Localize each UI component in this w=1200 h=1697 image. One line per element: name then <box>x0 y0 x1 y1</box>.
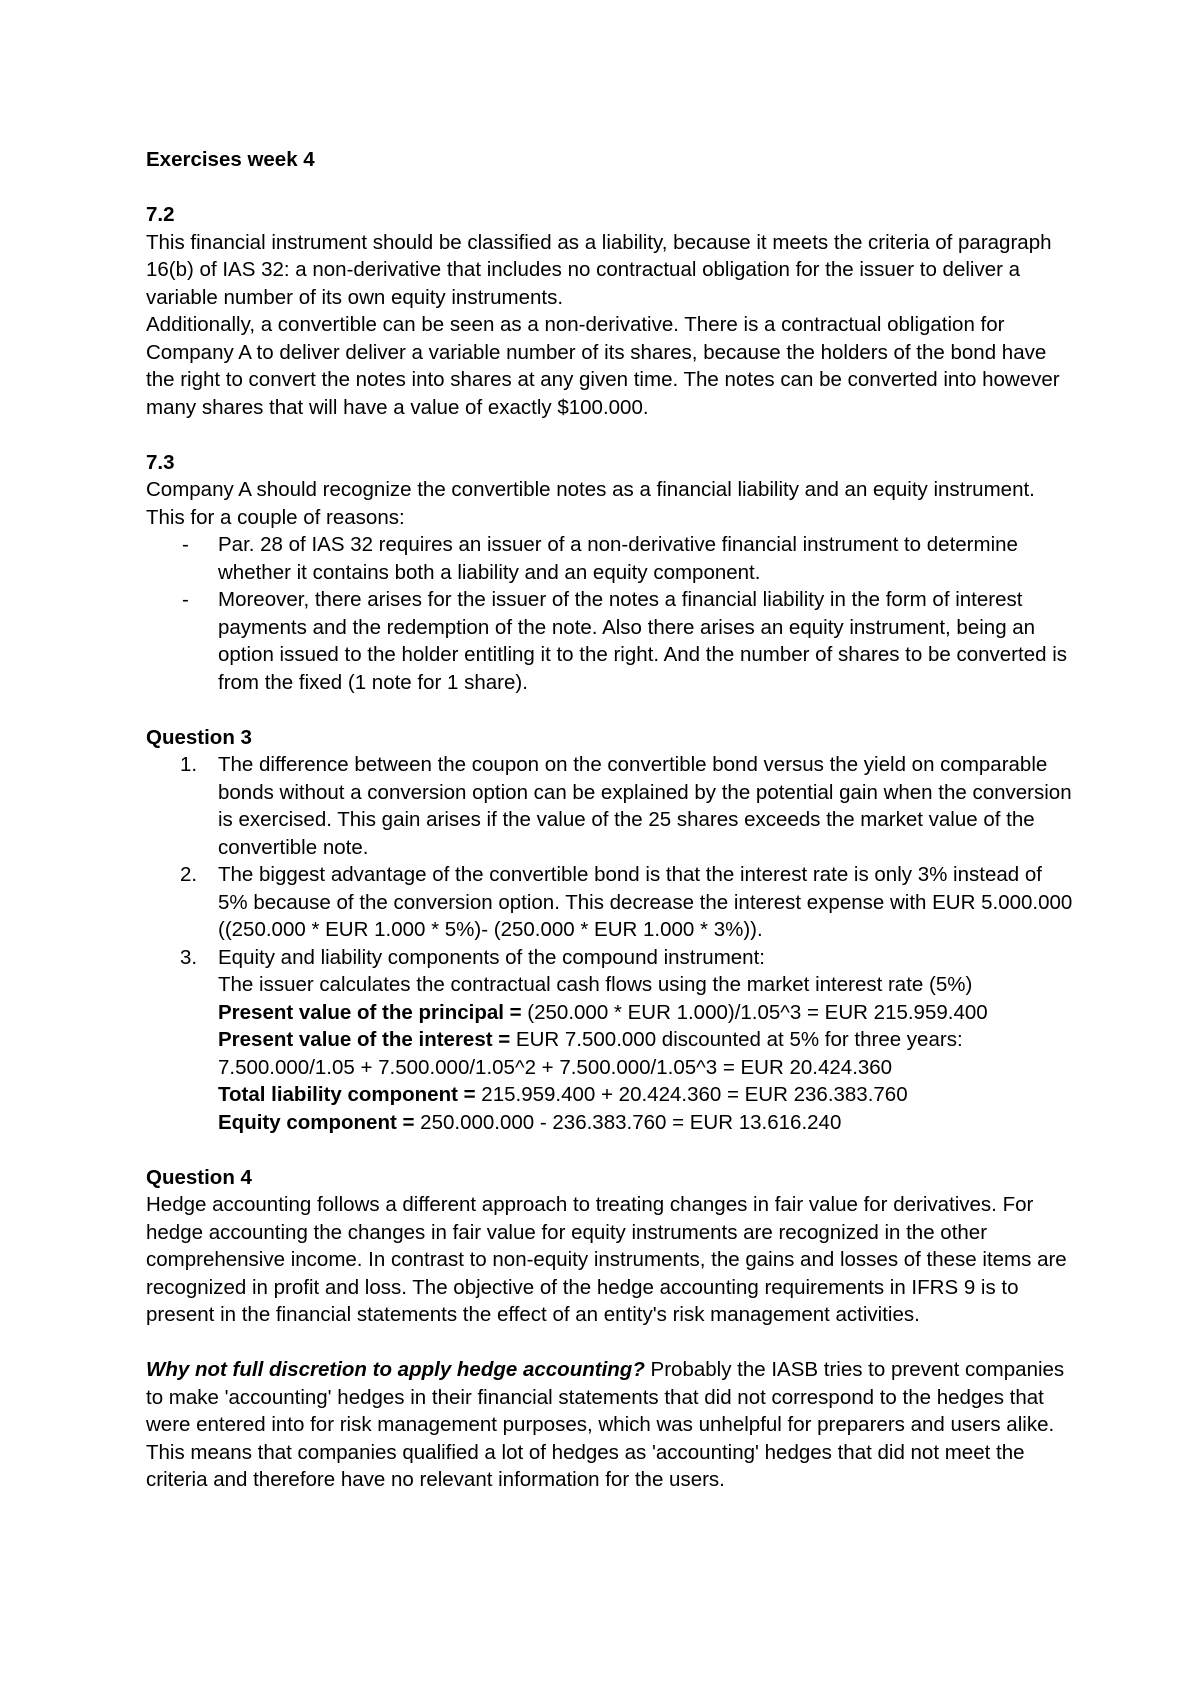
spacer <box>146 696 1076 724</box>
section-7-2 <box>146 201 1076 421</box>
spacer <box>146 1136 1076 1164</box>
calc-line: Equity and liability components of the compound instrument: <box>218 945 765 969</box>
calc-line <box>218 1081 1076 1109</box>
section-heading: Question 4 <box>146 1165 252 1189</box>
list-item-text: The biggest advantage of the convertible bond is that the interest rate is only 3% instead of 5% because of the conversion option. This decrease the interest expense with EUR 5.000.000 ((250.000 * EUR 1.000 * 5%)- (250.000 * EUR 1.000 * 3%)). <box>218 863 1073 941</box>
list-item <box>146 944 1076 1137</box>
section-heading: Question 3 <box>146 725 252 749</box>
calc-value: 250.000.000 - 236.383.760 = EUR 13.616.240 <box>414 1110 842 1134</box>
calc-value: (250.000 * EUR 1.000)/1.05^3 = EUR 215.959.400 <box>521 1000 988 1024</box>
paragraph: Hedge accounting follows a different approach to treating changes in fair value for derivatives. For hedge accounting the changes in fair value for equity instruments are recognized in the other comprehensive income. In contrast to non-equity instruments, the gains and losses of these items are recognized in profit and loss. The objective of the hedge accounting requirements in IFRS 9 is to present in the financial statements the effect of an entity's risk management activities. <box>146 1193 1067 1326</box>
bullet-list <box>146 531 1076 696</box>
calc-line: The issuer calculates the contractual cash flows using the market interest rate (5%) <box>218 973 973 996</box>
number-marker: 3. <box>180 945 198 969</box>
spacer <box>146 421 1076 449</box>
list-item <box>146 586 1076 696</box>
list-item-text: Moreover, there arises for the issuer of the notes a financial liability in the form of interest payments and the redemption of the note. Also there arises an equity instrument, being an option issued to the holder entitling it to the right. And the number of shares to be converted is from the fixed (1 note for 1 share). <box>218 588 1067 694</box>
document-title: Exercises week 4 <box>146 148 315 171</box>
list-item <box>146 531 1076 586</box>
calc-value: EUR 7.500.000 discounted at 5% for three years: <box>510 1028 963 1051</box>
list-item <box>146 861 1076 944</box>
list-item <box>146 751 1076 861</box>
section-question-4 <box>146 1164 1076 1494</box>
calc-label: Total liability component = <box>218 1083 476 1106</box>
spacer <box>146 174 1076 202</box>
calc-label: Present value of the principal = <box>218 1000 522 1024</box>
calc-line <box>218 999 1076 1027</box>
number-marker: 1. <box>180 753 198 776</box>
paragraph: Additionally, a convertible can be seen as a non-derivative. There is a contractual obligation for Company A to deliver deliver a variable number of its shares, because the holders of the bond have the right to convert the notes into shares at any given time. The notes can be converted into however many shares that will have a value of exactly $100.000. <box>146 313 1060 419</box>
section-heading: 7.2 <box>146 203 175 226</box>
calc-line: 7.500.000/1.05 + 7.500.000/1.05^2 + 7.500.000/1.05^3 = EUR 20.424.360 <box>218 1055 893 1079</box>
number-marker: 2. <box>180 863 198 886</box>
section-question-3 <box>146 724 1076 1137</box>
paragraph: This financial instrument should be classified as a liability, because it meets the criteria of paragraph 16(b) of IAS 32: a non-derivative that includes no contractual obligation for the issuer to deliver a variable number of its own equity instruments. <box>146 230 1052 309</box>
calc-label: Equity component = <box>218 1110 415 1134</box>
dash-marker: - <box>182 533 189 556</box>
calc-line <box>218 1026 1076 1054</box>
section-7-3 <box>146 449 1076 697</box>
document-body <box>146 146 1076 1494</box>
paragraph <box>146 1356 1076 1494</box>
numbered-list <box>146 751 1076 1136</box>
spacer <box>146 1329 1076 1357</box>
dash-marker: - <box>182 588 189 611</box>
paragraph: Company A should recognize the convertible notes as a financial liability and an equity instrument. This for a couple of reasons: <box>146 478 1035 529</box>
paragraph-text: Probably the IASB tries to prevent companies to make 'accounting' hedges in their financial statements that did not correspond to the hedges that were entered into for risk management purposes, which was unhelpful for preparers and users alike. This means that companies qualified a lot of hedges as 'accounting' hedges that did not meet the criteria and therefore have no relevant information for the users. <box>146 1358 1065 1491</box>
calc-line <box>218 1109 1076 1137</box>
list-item-text: The difference between the coupon on the convertible bond versus the yield on comparable bonds without a conversion option can be explained by the potential gain when the conversion is exercised. This gain arises if the value of the 25 shares exceeds the market value of the convertible note. <box>218 753 1072 859</box>
section-heading: 7.3 <box>146 450 175 474</box>
emphasis-question: Why not full discretion to apply hedge accounting? <box>146 1358 645 1381</box>
list-item-text: Par. 28 of IAS 32 requires an issuer of a non-derivative financial instrument to determine whether it contains both a liability and an equity component. <box>218 533 1018 584</box>
calc-value: 215.959.400 + 20.424.360 = EUR 236.383.760 <box>475 1083 908 1106</box>
calc-label: Present value of the interest = <box>218 1028 511 1051</box>
